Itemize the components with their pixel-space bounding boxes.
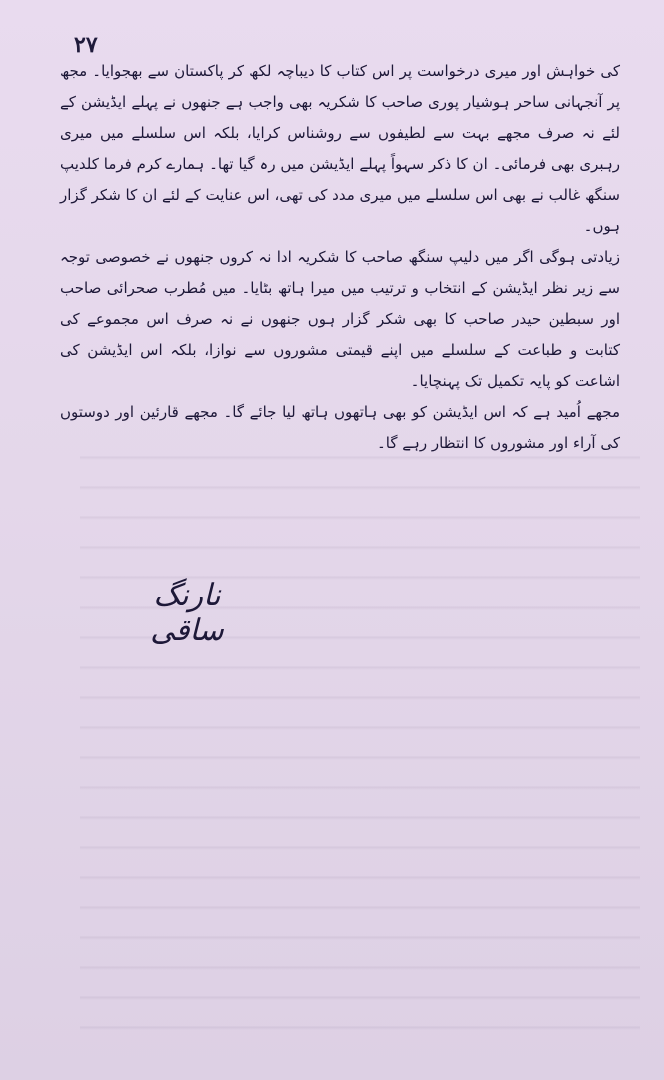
paragraph-2: زیادتی ہوگی اگر میں دلیپ سنگھ صاحب کا شکریہ ادا نہ کروں جنھوں نے خصوصی توجہ سے زیر نظر ایڈیشن کے انتخاب و ترتیب میں میرا ہاتھ بٹایا۔ میں مُطرب صحرائی صاحب اور سبطین حیدر صاحب کا بھی شکر گزار ہوں جنھوں نے نہ صرف اس مجموعے کی کتابت و طباعت کے سلسلے میں اپنے قیمتی مشوروں سے نوازا، بلکہ اس ایڈیشن کی اشاعت کو پایہ تکمیل تک پہنچایا۔	[60, 248, 620, 390]
paragraph-1: کی خواہش اور میری درخواست پر اس کتاب کا دیباچہ لکھ کر پاکستان سے بھجوایا۔ مجھ پر آنجہانی ساحر ہوشیار پوری صاحب کا شکریہ بھی واجب ہے جنھوں نے پہلے ایڈیشن کے لئے نہ صرف مجھے بہت سے لطیفوں سے روشناس کرایا، بلکہ اس سلسلے میں میری رہبری بھی فرمائی۔ ان کا ذکر سہواً پہلے ایڈیشن میں رہ گیا تھا۔ ہمارے کرم فرما کلدیپ سنگھ غالب نے بھی اس سلسلے میں میری مدد کی تھی، اس عنایت کے لئے ان کا شکر گزار ہوں۔	[60, 62, 620, 235]
author-signature: نارنگ ساقی	[150, 578, 224, 648]
page-number: ۲۷	[74, 32, 98, 58]
body-text	[60, 56, 620, 459]
paragraph-3: مجھے اُمید ہے کہ اس ایڈیشن کو بھی ہاتھوں ہاتھ لیا جائے گا۔ مجھے قارئین اور دوستوں کی آراء اور مشوروں کا انتظار رہے گا۔	[60, 403, 620, 452]
show-through-texture	[80, 430, 640, 1050]
